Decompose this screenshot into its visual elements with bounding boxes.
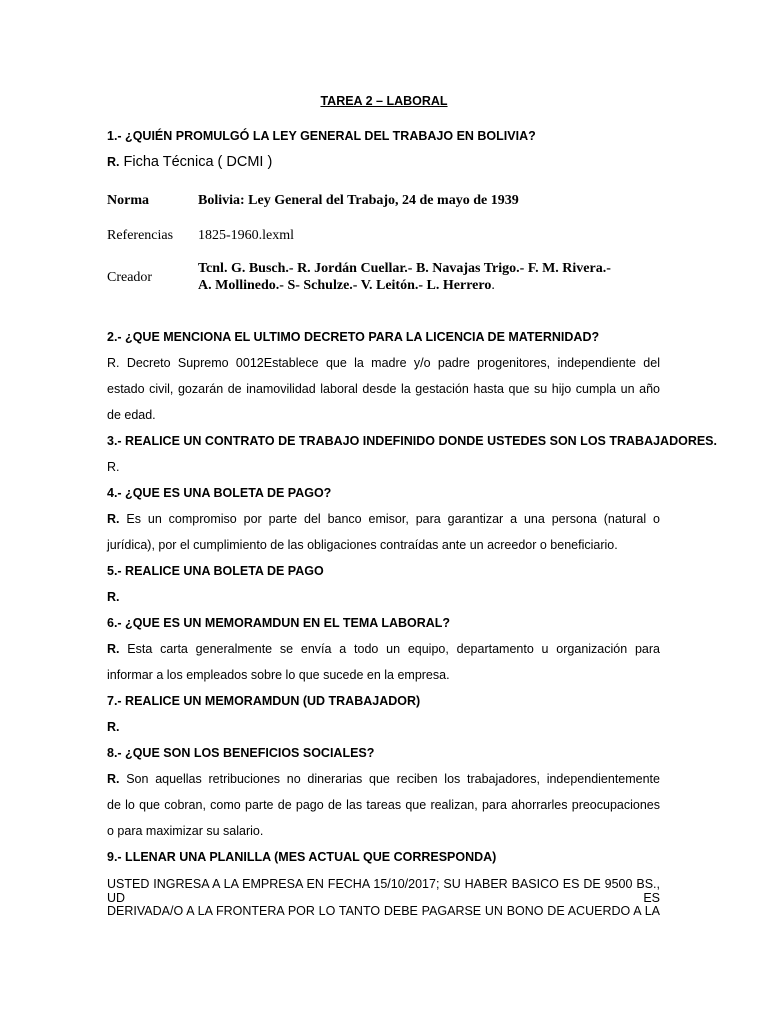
table-value-creador-line2 — [198, 278, 495, 294]
page-title: TAREA 2 – LABORAL — [320, 94, 448, 108]
question-9: 9.- LLENAR UNA PLANILLA (MES ACTUAL QUE CORRESPONDA) — [107, 850, 497, 864]
table-label-norma: Norma — [107, 193, 149, 208]
answer-1-text: Ficha Técnica ( DCMI ) — [119, 154, 273, 170]
answer-4-line-2: jurídica), por el cumplimiento de las obligaciones contraídas ante un acreedor o beneficiario. — [107, 538, 618, 552]
question-9-text-line-1: USTED INGRESA A LA EMPRESA EN FECHA 15/10/2017; SU HABER BASICO ES DE 9500 BS., UD ES — [107, 877, 660, 905]
answer-4-text: Es un compromiso por parte del banco emisor, para garantizar a una persona (natural o — [119, 512, 660, 526]
answer-3: R. — [107, 460, 120, 474]
table-value-norma: Bolivia: Ley General del Trabajo, 24 de mayo de 1939 — [198, 193, 519, 208]
answer-8-prefix: R. — [107, 772, 120, 786]
question-5: 5.- REALICE UNA BOLETA DE PAGO — [107, 564, 324, 578]
question-2: 2.- ¿QUE MENCIONA EL ULTIMO DECRETO PARA LA LICENCIA DE MATERNIDAD? — [107, 330, 600, 344]
question-7: 7.- REALICE UN MEMORAMDUN (UD TRABAJADOR) — [107, 694, 421, 708]
answer-6-prefix: R. — [107, 642, 120, 656]
question-3: 3.- REALICE UN CONTRATO DE TRABAJO INDEFINIDO DONDE USTEDES SON LOS TRABAJADORES. — [107, 434, 717, 448]
answer-6-line-1 — [107, 642, 660, 656]
answer-2-line-1: R. Decreto Supremo 0012Establece que la madre y/o padre progenitores, independiente del — [107, 356, 660, 370]
answer-8-line-1 — [107, 772, 660, 786]
answer-4-line-1 — [107, 512, 660, 526]
answer-1 — [107, 154, 660, 170]
answer-7: R. — [107, 720, 120, 734]
answer-5: R. — [107, 590, 120, 604]
answer-2-line-3: de edad. — [107, 408, 156, 422]
answer-8-line-3: o para maximizar su salario. — [107, 824, 264, 838]
answer-1-prefix: R. — [107, 155, 120, 169]
question-9-text-line-2: DERIVADA/O A LA FRONTERA POR LO TANTO DEBE PAGARSE UN BONO DE ACUERDO A LA — [107, 904, 660, 918]
answer-6-line-2: informar a los empleados sobre lo que sucede en la empresa. — [107, 668, 450, 682]
question-8: 8.- ¿QUE SON LOS BENEFICIOS SOCIALES? — [107, 746, 375, 760]
answer-6-text: Esta carta generalmente se envía a todo un equipo, departamento u organización para — [119, 642, 660, 656]
creador-period: . — [491, 278, 495, 293]
table-label-creador: Creador — [107, 270, 153, 285]
answer-4-prefix: R. — [107, 512, 120, 526]
answer-8-text: Son aquellas retribuciones no dinerarias que reciben los trabajadores, independientemente — [119, 772, 660, 786]
table-value-referencias: 1825-1960.lexml — [198, 228, 295, 243]
creador-names: A. Mollinedo.- S- Schulze.- V. Leitón.- L. Herrero — [198, 278, 492, 293]
question-4: 4.- ¿QUE ES UNA BOLETA DE PAGO? — [107, 486, 332, 500]
question-1: 1.- ¿QUIÉN PROMULGÓ LA LEY GENERAL DEL TRABAJO EN BOLIVIA? — [107, 129, 536, 143]
answer-2-line-2: estado civil, gozarán de inamovilidad laboral desde la gestación hasta que su hijo cumpla un año — [107, 382, 660, 396]
question-6: 6.- ¿QUE ES UN MEMORAMDUN EN EL TEMA LABORAL? — [107, 616, 451, 630]
answer-8-line-2: de lo que cobran, como parte de pago de las tareas que realizan, para ahorrarles preocupaciones — [107, 798, 660, 812]
table-label-referencias: Referencias — [107, 228, 174, 243]
table-value-creador-line1: Tcnl. G. Busch.- R. Jordán Cuellar.- B. Navajas Trigo.- F. M. Rivera.- — [198, 261, 611, 276]
